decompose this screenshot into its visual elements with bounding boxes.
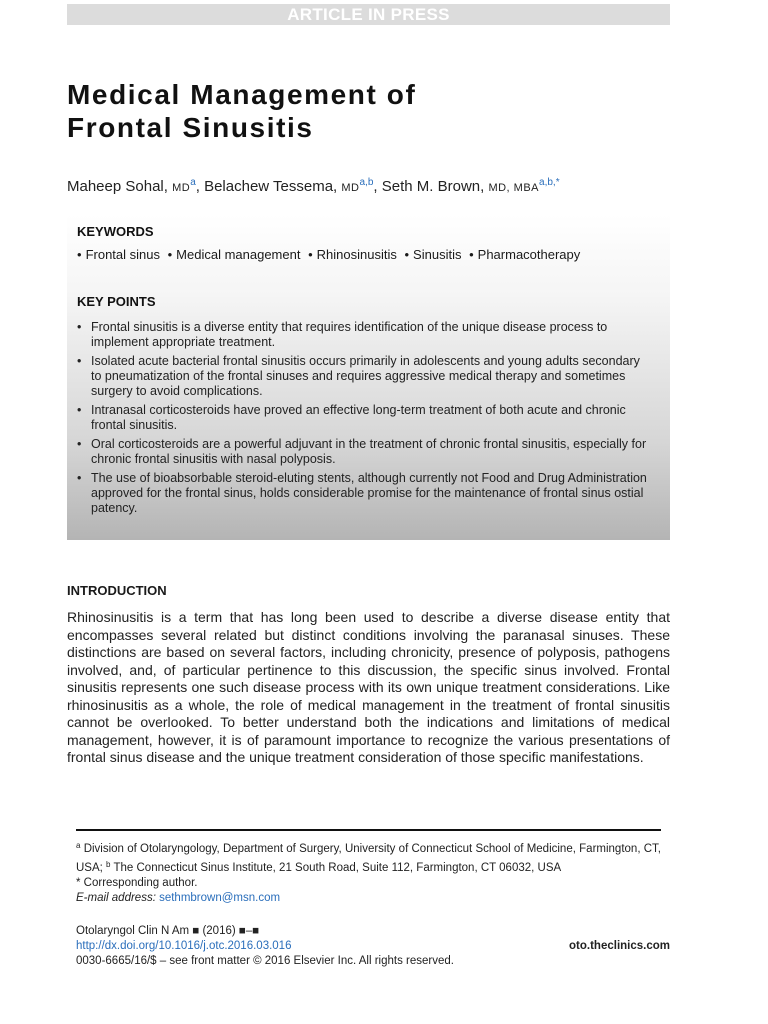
bullet-icon: •: [469, 247, 474, 262]
keyword-item: Medical management: [176, 247, 301, 262]
key-point-item: • Intranasal corticosteroids have proved an effective long-term treatment of both acute and chronic frontal sinusitis.: [77, 403, 652, 433]
author-degree: MD: [341, 182, 360, 194]
key-points-heading: KEY POINTS: [77, 294, 156, 309]
author-affiliation-link[interactable]: a: [190, 177, 196, 188]
article-title: [67, 78, 416, 144]
author-name: Maheep Sohal,: [67, 178, 173, 195]
affiliations-footnote: [76, 838, 661, 876]
footnote-divider: [76, 829, 661, 831]
keywords-heading: KEYWORDS: [77, 224, 154, 239]
email-label: E-mail address:: [76, 892, 156, 904]
journal-info: [76, 924, 670, 969]
bullet-icon: •: [308, 247, 313, 262]
keyword-item: Rhinosinusitis: [316, 247, 397, 262]
introduction-paragraph: Rhinosinusitis is a term that has long been used to describe a diverse disease entity that encompasses several related but distinct conditions involving the paranasal sinuses. These distinctions are based on several factors, including chronicity, presence of polyposis, pathogens involved, and, of particular pertinence to this discussion, the specific sinus involved. Frontal sinusitis represents one such disease process with its own unique treatment considerations. Like rhinosinusitis as a whole, the role of medical management in the treatment of frontal sinusitis cannot be overlooked. To better understand both the indications and limitations of medical management, however, it is of paramount importance to recognize the various presentations of frontal sinus disease and the unique treatment consideration of those specific manifestations.: [67, 609, 670, 765]
affiliation-b: The Connecticut Sinus Institute, 21 South Road, Suite 112, Farmington, CT 06032, USA: [110, 862, 562, 874]
author-list: [67, 173, 560, 198]
affiliation-a: Division of Otolaryngology, Department of Surgery, University of Connecticut School of Medicine, Farmington, CT, USA;: [76, 843, 661, 874]
key-point-item: • Frontal sinusitis is a diverse entity that requires identification of the unique disease process to implement appropriate treatment.: [77, 320, 652, 350]
keywords-list: [77, 246, 580, 264]
author-affiliation-link[interactable]: a,b: [359, 177, 374, 188]
journal-citation: Otolaryngol Clin N Am ■ (2016) ■–■: [76, 925, 260, 937]
title-line-2: Frontal Sinusitis: [67, 112, 314, 143]
introduction-heading: INTRODUCTION: [67, 583, 167, 598]
email-link[interactable]: sethmbrown@msn.com: [159, 892, 281, 904]
key-point-item: • The use of bioabsorbable steroid-eluting stents, although currently not Food and Drug Administration approved for the frontal sinus, holds considerable promise for the maintenance of frontal sinus ostial patency.: [77, 471, 652, 516]
key-point-item: • Oral corticosteroids are a powerful adjuvant in the treatment of chronic frontal sinusitis, especially for chronic frontal sinusitis with nasal polyposis.: [77, 437, 652, 467]
keywords-keypoints-box: [67, 214, 670, 540]
keyword-item: Frontal sinus: [85, 247, 160, 262]
affiliation-mark: a: [76, 841, 81, 850]
author-degree: MD: [172, 182, 191, 194]
article-in-press-banner: ARTICLE IN PRESS: [67, 4, 670, 25]
key-points-list: [77, 320, 652, 520]
title-line-1: Medical Management of: [67, 79, 417, 110]
author-affiliation-link[interactable]: a,b,*: [539, 177, 560, 188]
footnotes: [76, 838, 661, 906]
corresponding-author-note: * Corresponding author.: [76, 877, 198, 889]
author-name: , Seth M. Brown,: [373, 178, 489, 195]
bullet-icon: •: [167, 247, 173, 262]
bullet-icon: •: [404, 247, 410, 262]
affiliation-mark: b: [106, 860, 111, 869]
keyword-item: Sinusitis: [413, 247, 462, 262]
author-name: , Belachew Tessema,: [195, 178, 342, 195]
journal-website-link[interactable]: oto.theclinics.com: [569, 940, 670, 952]
keyword-item: Pharmacotherapy: [477, 247, 581, 262]
author-degree: MD, MBA: [488, 182, 540, 194]
bullet-icon: •: [77, 247, 82, 262]
key-point-item: • Isolated acute bacterial frontal sinusitis occurs primarily in adolescents and young adults secondary to pneumatization of the frontal sinuses and requires aggressive medical therapy and sometimes surgery to avoid complications.: [77, 354, 652, 399]
email-line: [76, 891, 661, 906]
copyright-notice: 0030-6665/16/$ – see front matter © 2016 Elsevier Inc. All rights reserved.: [76, 955, 454, 967]
doi-link[interactable]: http://dx.doi.org/10.1016/j.otc.2016.03.016: [76, 940, 292, 952]
